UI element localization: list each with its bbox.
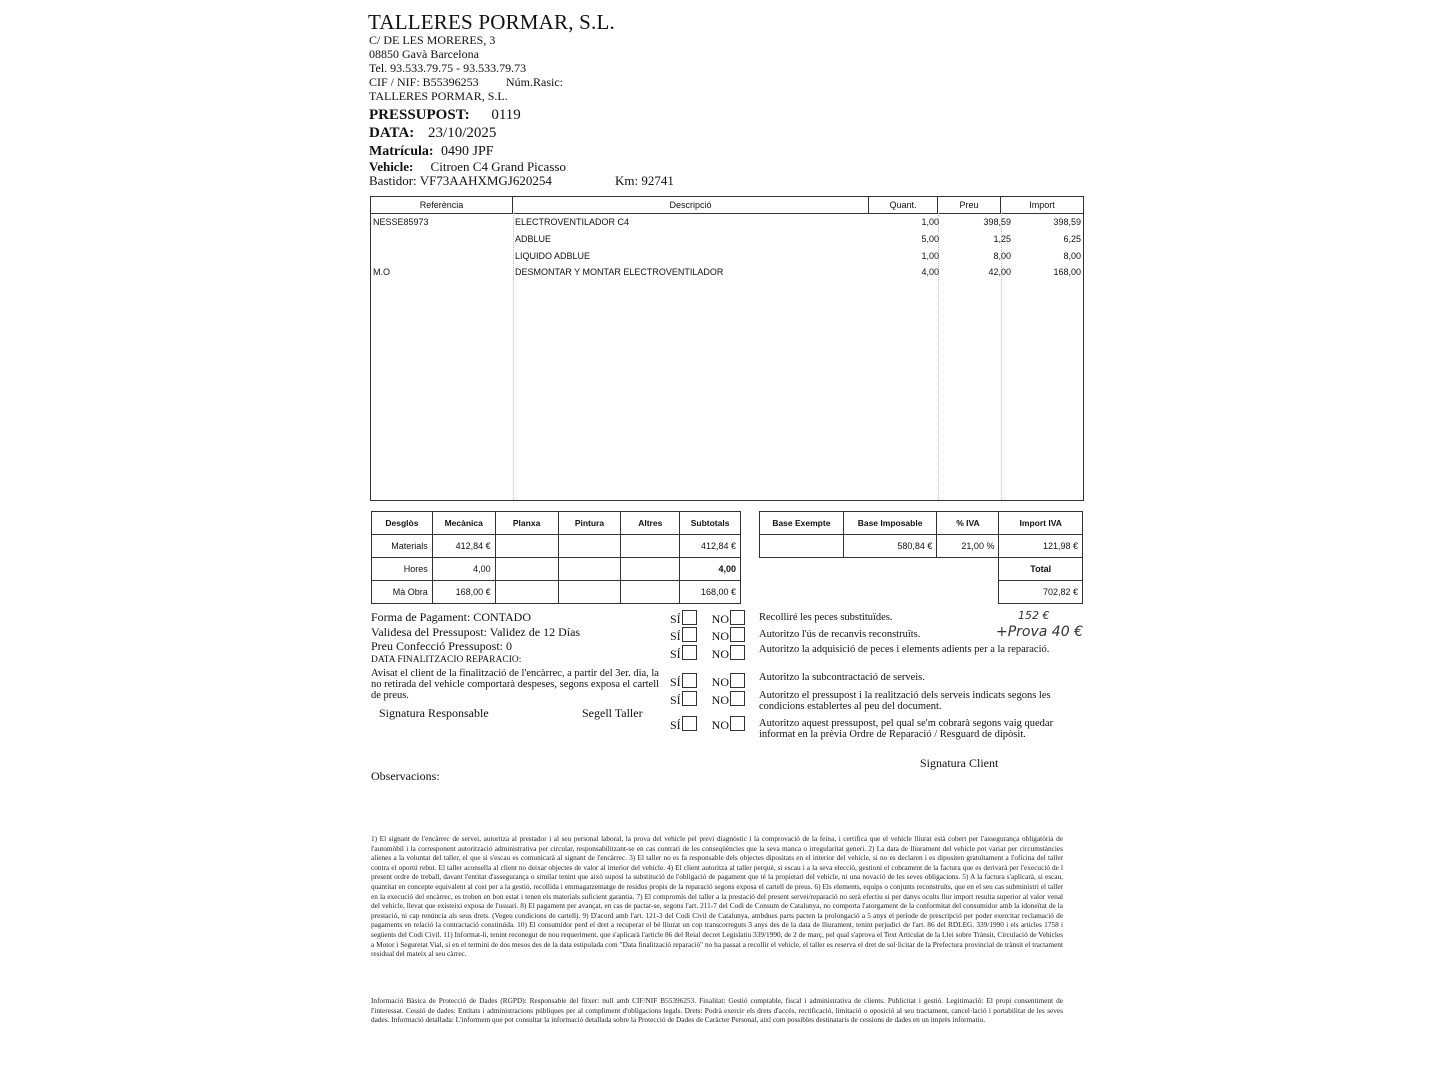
vin-label: Bastidor: (369, 173, 417, 188)
yes-checkbox[interactable] (682, 610, 697, 625)
handwritten-note-test: +Prova 40 € (996, 624, 1083, 640)
yes-checkbox[interactable] (682, 691, 697, 706)
no-label: NO (711, 675, 730, 689)
breakdown-altres (621, 581, 680, 604)
authorization-row-3 (670, 645, 745, 661)
col-header-price: Preu (938, 197, 1001, 213)
authorization-text-1: Recolliré les peces substituïdes. (759, 612, 893, 623)
breakdown-planxa (495, 581, 558, 604)
row-price: 8,00 (993, 251, 1011, 261)
company-city: 08850 Gavà Barcelona (369, 47, 479, 61)
company-address: C/ DE LES MORERES, 3 (369, 33, 496, 47)
no-label: NO (711, 693, 730, 707)
breakdown-row-materials (372, 535, 741, 558)
breakdown-label: Materials (372, 535, 433, 558)
table-row (371, 231, 1083, 247)
quote-cost: Preu Confecció Pressupost: 0 (371, 639, 512, 653)
items-table-header (371, 197, 1083, 214)
breakdown-row-labour (372, 581, 741, 604)
row-description: DESMONTAR Y MONTAR ELECTROVENTILADOR (515, 267, 724, 277)
row-price: 1,25 (993, 234, 1011, 244)
base-taxable-value: 580,84 € (843, 535, 937, 558)
no-checkbox[interactable] (730, 645, 745, 660)
quote-date: 23/10/2025 (428, 125, 497, 141)
authorization-row-1 (670, 610, 745, 626)
plate-value: 0490 JPF (441, 144, 494, 159)
pickup-notice: Avisat el client de la finalització de l'encàrrec, a partir del 3er. dia, la no retirada del vehicle comportarà despeses, segons exposa el cartell de preus. (371, 668, 660, 701)
yes-label: SÍ (670, 647, 681, 661)
responsible-signature-label: Signatura Responsable (379, 706, 489, 720)
authorization-text-4: Autoritzo la subcontractació de serveis. (759, 672, 925, 683)
row-quantity: 5,00 (921, 234, 939, 244)
total-value-row (760, 581, 1083, 604)
vat-pct-value: 21,00 % (937, 535, 999, 558)
quote-number-row (369, 107, 521, 124)
company-legal-name: TALLERES PORMAR, S.L. (369, 89, 508, 103)
breakdown-header-row (372, 512, 741, 535)
row-amount: 6,25 (1063, 234, 1081, 244)
yes-label: SÍ (670, 612, 681, 626)
vat-amount-value: 121,98 € (999, 535, 1083, 558)
row-description: LIQUIDO ADBLUE (515, 251, 591, 261)
company-name: TALLERES PORMAR, S.L. (368, 10, 615, 34)
row-reference: M.O (373, 267, 390, 277)
yes-checkbox[interactable] (682, 716, 697, 731)
yes-checkbox[interactable] (682, 673, 697, 688)
breakdown-header: Mecànica (432, 512, 495, 535)
table-row (371, 214, 1083, 230)
row-amount: 8,00 (1063, 251, 1081, 261)
row-quantity: 4,00 (921, 267, 939, 277)
km-value: 92741 (641, 173, 674, 188)
vehicle-value: Citroen C4 Grand Picasso (430, 159, 566, 174)
table-row (371, 248, 1083, 264)
row-description: ELECTROVENTILADOR C4 (515, 217, 630, 227)
quote-date-row (369, 125, 496, 142)
breakdown-planxa (495, 558, 558, 581)
no-checkbox[interactable] (730, 673, 745, 688)
yes-label: SÍ (670, 675, 681, 689)
row-amount: 398,59 (1053, 217, 1081, 227)
vin-row (369, 173, 552, 189)
yes-checkbox[interactable] (682, 645, 697, 660)
breakdown-label: Mà Obra (372, 581, 433, 604)
row-quantity: 1,00 (921, 251, 939, 261)
breakdown-header: Pintura (558, 512, 621, 535)
col-header-quantity: Quant. (869, 197, 938, 213)
no-checkbox[interactable] (730, 627, 745, 642)
row-reference: NESSE85973 (373, 217, 429, 227)
quote-number: 0119 (491, 107, 521, 123)
km-label: Km: (615, 173, 639, 188)
row-price: 398,59 (983, 217, 1011, 227)
terms-fine-print: 1) El signant de l'encàrrec de servei, autoritza al prestador i al seu personal laboral, la prova del vehicle pel previ diagnòstic i la comprovació de la feina, i certifica que el vehicle lliurat està cobert per l'assegurança obligatòria de l'automòbil i la corresponent autorització administrativa per circular, responsabilitzant-se en cas contrari de les conseqüències que la seva manca o irregularitat generi. 2) La data de lliurament del vehicle pot variar per circumstàncies alienes a la voluntat del taller, el que si s'escau es comunicarà al signant de l'encàrrec. 3) El taller no es fa responsable dels objectes dipositats en el interior del vehicle, si no es declaren i es dipositen gratuïtament a l'oficina del taller contra el oportú rebut. El taller aconsella al client no deixar objectes de valor al interior del vehicle. 4) El client autoritza al taller perquè, si escau i a la seva elecció, gestioni el cobrament de la factura que es derivarà per l'execució de l present ordre de treball, davant l'entitat d'assegurança o similar tenint que això suposi la substitució de l'obligació de pagament que té la propietari del vehicle, ni una novació de les seves obligacions. 5) A la factura s'aplicarà, si escau, quantitat en concepte equivalent al cost per a la gestió, recollida i emmagatzematge de residus propis de la reparació segons exposa el cartell de preus. 6) Els elements, equips o conjunts reconstruïts, que en el seu cas subministri el taller en la execució del encàrrec, es troben en bon estat i tenen els materials suficient garantia. 7) El compromís del taller a la prestació del present servei/reparació no serà efectiu si per danys ocults llur import resulta superior al valor venal del vehicle, llevat que existeixi exposa de l'usuari. 8) El pagament per avançat, en cas de pactar-se, segons l'art. 211-7 del Codi de Consum de Catalunya, no comporta l'atorgament de la conformitat del consumidor amb la idoneïtat de la prestació, ni cap renúncia als seus drets. (Vegeu condicions de cartell). 9) D'acord amb l'art. 121-3 del Codi Civil de Catalunya, ambdues parts pacten la prolongació a 5 anys el període de prescripció per poder exercitar reclamació de pagaments en relació la contractació constituïda. 10) El consumidor perd el dret a recuperar el bé lliurat un cop transcorreguts 3 anys des de la data de lliurament, tenint perjudici de l'art. 86 del RDLEG. 339/1990 i els articles 1758 i següents del Codi Civil. 11) Informat-li, tenint reconegut de nou requeriment, que s'aplicarà l'article 86 del Reial decret Legislatiu 339/1990, de 2 de març, pel qual s'aprova el Text Articulat de la Llei sobre Trànsit, Circulació de Vehicles a Motor i Seguretat Vial, si en el termini de dos mesos des de la data estipulada com "Data finalització reparació" no ha passat a recollir el vehicle, el taller es reserva el dret de sol·licitar de la Prefectura provincial de trànsit el tractament residual del mateix al seu càrrec. (371, 834, 1063, 959)
quote-validity: Validesa del Pressupost: Validez de 12 Días (371, 625, 581, 639)
tax-header-vat-amount: Import IVA (999, 512, 1083, 535)
total-value: 702,82 € (999, 581, 1083, 604)
observations-label: Observacions: (371, 769, 440, 783)
breakdown-pintura (558, 581, 621, 604)
no-checkbox[interactable] (730, 716, 745, 731)
breakdown-mecanica: 4,00 (432, 558, 495, 581)
items-table (370, 196, 1084, 501)
quote-number-label: PRESSUPOST: (369, 107, 470, 123)
company-phone: Tel. 93.533.79.75 - 93.533.79.73 (369, 61, 527, 75)
breakdown-mecanica: 168,00 € (432, 581, 495, 604)
plate-row (369, 144, 494, 160)
yes-label: SÍ (670, 693, 681, 707)
client-signature-label: Signatura Client (920, 756, 999, 770)
km-row (615, 173, 674, 189)
company-cif: CIF / NIF: B55396253 (369, 75, 479, 89)
authorization-row-6 (670, 716, 745, 732)
breakdown-table (371, 511, 741, 604)
breakdown-header: Altres (621, 512, 680, 535)
finish-date-label: DATA FINALITZACIO REPARACIO: (371, 655, 522, 665)
tax-header-base-exempt: Base Exempte (760, 512, 844, 535)
authorization-row-2 (670, 627, 745, 643)
col-header-description: Descripció (513, 197, 869, 213)
total-label: Total (999, 558, 1083, 581)
payment-method: Forma de Pagament: CONTADO (371, 610, 532, 624)
workshop-stamp-label: Segell Taller (582, 706, 643, 720)
authorization-row-5 (670, 691, 745, 707)
breakdown-subtotal: 4,00 (680, 558, 741, 581)
col-header-amount: Import (1029, 200, 1055, 210)
breakdown-planxa (495, 535, 558, 558)
col-header-reference: Referència (371, 197, 513, 213)
tax-values-row (760, 535, 1083, 558)
breakdown-pintura (558, 558, 621, 581)
authorization-text-5: Autoritzo el pressupost i la realització dels serveis indicats segons les condicions establertes al peu del document. (759, 690, 1051, 712)
breakdown-mecanica: 412,84 € (432, 535, 495, 558)
yes-checkbox[interactable] (682, 627, 697, 642)
authorization-text-2: Autoritzo l'ús de recanvis reconstruïts. (759, 629, 921, 640)
table-row (371, 264, 1083, 280)
breakdown-header: Desglòs (372, 512, 433, 535)
authorization-text-3: Autoritzo la adquisició de peces i elements adients per a la reparació. (759, 644, 1050, 655)
base-exempt-value (760, 535, 844, 558)
vehicle-label: Vehicle: (369, 159, 414, 174)
tax-table (759, 511, 1083, 604)
authorization-row-4 (670, 673, 745, 689)
breakdown-label: Hores (372, 558, 433, 581)
handwritten-note-price: 152 € (1018, 609, 1050, 622)
row-quantity: 1,00 (921, 217, 939, 227)
no-label: NO (711, 629, 730, 643)
yes-label: SÍ (670, 629, 681, 643)
no-checkbox[interactable] (730, 691, 745, 706)
row-description: ADBLUE (515, 234, 552, 244)
breakdown-header: Subtotals (680, 512, 741, 535)
date-label: DATA: (369, 125, 415, 141)
total-label-row (760, 558, 1083, 581)
row-amount: 168,00 (1053, 267, 1081, 277)
no-checkbox[interactable] (730, 610, 745, 625)
yes-label: SÍ (670, 718, 681, 732)
breakdown-pintura (558, 535, 621, 558)
breakdown-header: Planxa (495, 512, 558, 535)
breakdown-altres (621, 558, 680, 581)
breakdown-altres (621, 535, 680, 558)
plate-label: Matrícula: (369, 144, 434, 159)
gdpr-notice: Informació Bàsica de Protecció de Dades (RGPD): Responsable del fitxer: null amb CIF/NIF B55396253. Finalitat: Gestió comptable, fiscal i administrativa de clients. Publicitat i gestió. Legitimació: El propi consentiment de l'interessat. Cessió de dades: Entitats i administracions públiques per al compliment d'obligacions legals. Drets: Podrà exercir els drets d'accés, rectificació, limitació o oposició al seu tractament, cancel·lació i portabilitat de les seves dades. Informació detallada: L'informem que pot consultar la informació detallada sobre la Protecció de Dades de Caràcter Personal, així com possibles destinataris de cessions de dades en un imprès informatiu. (371, 996, 1063, 1025)
row-price: 42,00 (988, 267, 1011, 277)
authorization-text-6: Autoritzo aquest pressupost, pel qual se'm cobrarà segons vaig quedar informat en la prèvia Ordre de Reparació / Resguard de dipòsit. (759, 718, 1054, 740)
breakdown-subtotal: 168,00 € (680, 581, 741, 604)
tax-header-row (760, 512, 1083, 535)
tax-header-vat-pct: % IVA (937, 512, 999, 535)
vin-value: VF73AAHXMGJ620254 (419, 173, 552, 188)
breakdown-subtotal: 412,84 € (680, 535, 741, 558)
num-rasic-label: Núm.Rasic: (506, 75, 563, 89)
tax-header-base-taxable: Base Imposable (843, 512, 937, 535)
no-label: NO (711, 647, 730, 661)
no-label: NO (711, 718, 730, 732)
breakdown-row-hours (372, 558, 741, 581)
no-label: NO (711, 612, 730, 626)
